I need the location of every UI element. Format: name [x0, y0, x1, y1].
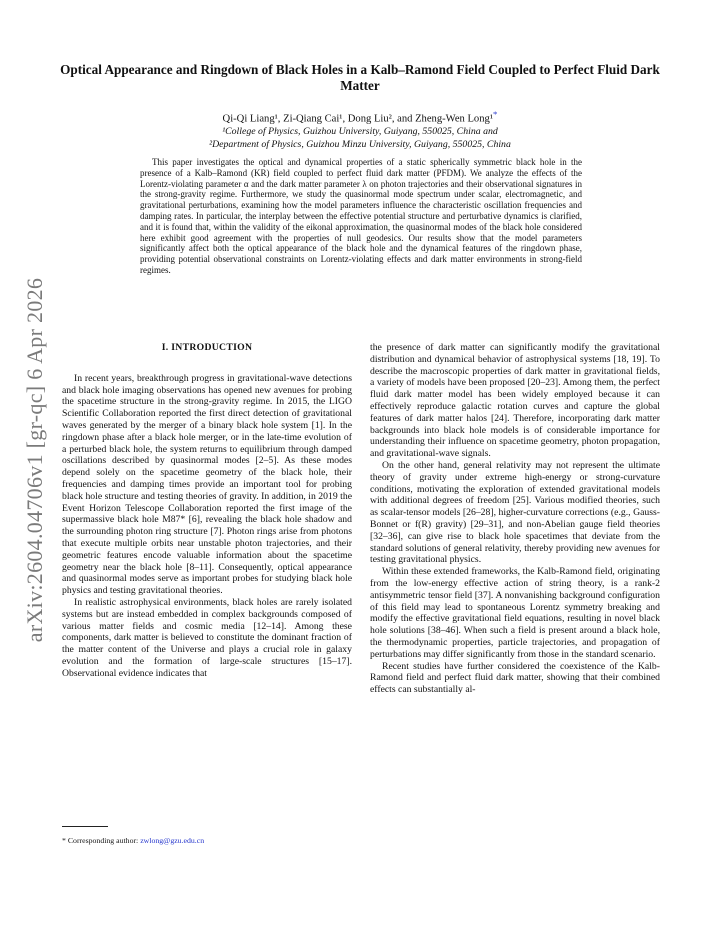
left-column [62, 342, 352, 680]
author-block [100, 108, 620, 151]
paragraph: Recent studies have further considered the coexistence of the Kalb-Ramond field and perfect fluid dark matter, showing that their combined effects can substantially al- [370, 660, 660, 696]
footnote [62, 836, 352, 845]
footnote-divider [62, 826, 108, 827]
email-link[interactable]: zwlong@gzu.edu.cn [140, 836, 205, 845]
right-column [370, 342, 660, 696]
section-heading: I. INTRODUCTION [161, 342, 253, 353]
abstract: This paper investigates the optical and dynamical properties of a static spherically symmetric black hole in the presence of a Kalb–Ramond (KR) field coupled to perfect fluid dark matter (PFDM). We analyze the effects of the Lorentz-violating parameter α and the dark matter parameter λ on photon trajectories and their observational signatures in the strong-gravity regime. Furthermore, we study the quasinormal mode spectrum under scalar, electromagnetic, and gravitational perturbations, examining how the model parameters influence the characteristic oscillation frequencies and damping rates. In particular, the interplay between the effective potential structure and perturbative dynamics is clarified, and it is found that, within the validity of the eikonal approximation, the quasinormal modes of the black hole considered here exhibit good agreement with the properties of null geodesics. Our results show that the model parameters significantly affect both the optical appearance of the black hole and the dynamical features of the ringdown phase, providing potential observational constraints on Lorentz-violating effects and dark matter environments in strong-field regimes. [140, 157, 582, 275]
paragraph: Within these extended frameworks, the Kalb-Ramond field, originating from the low-energy effective action of string theory, is a rank-2 antisymmetric tensor field [37]. A nonvanishing background configuration of this field may lead to spontaneous Lorentz symmetry breaking and modify the effective gravitational field equations, resulting in novel black hole solutions [38–46]. When such a field is present around a black hole, the thermodynamic properties, particle trajectories, and propagation of perturbations may differ significantly from those in the standard scenario. [370, 566, 660, 660]
paper-title: Optical Appearance and Ringdown of Black Holes in a Kalb–Ramond Field Coupled to Perfect Fluid Dark Matter [60, 62, 660, 93]
affiliation-1: ¹College of Physics, Guizhou University, Guiyang, 550025, China and [222, 126, 498, 138]
paragraph: On the other hand, general relativity may not represent the ultimate theory of gravity under extreme high-energy or strong-curvature conditions, motivating the exploration of extended gravitational models with additional degrees of freedom [25]. Various modified theories, such as scalar-tensor models [26–28], higher-curvature corrections (e.g., Gauss-Bonnet or f(R) gravity) [29–31], and non-Abelian gauge field theories [32–36], can give rise to black hole spacetimes that deviate from the standard solutions of general relativity, thereby providing new avenues for testing gravitational physics. [370, 459, 660, 566]
paragraph: the presence of dark matter can significantly modify the gravitational distribution and dynamical behavior of astrophysical systems [18, 19]. To describe the macroscopic properties of dark matter in gravitational fields, a variety of models have been proposed [20–23]. Among them, the perfect fluid dark matter model has been widely employed because it can effectively reproduce galactic rotation curves and capture the global features of dark matter halos [24]. Therefore, incorporating dark matter backgrounds into black hole models is of considerable importance for understanding their influence on spacetime geometry, photon propagation, and gravitational-wave signals. [370, 342, 660, 460]
author-list: Qi-Qi Liang¹, Zi-Qiang Cai¹, Dong Liu², and Zheng-Wen Long¹ [222, 113, 494, 125]
paragraph: In recent years, breakthrough progress in gravitational-wave detections and black hole imaging observations has opened new avenues for probing the spacetime structure in the strong-gravity regime. In 2015, the LIGO Scientific Collaboration reported the first direct detection of gravitational waves generated by the merger of a binary black hole system [1]. In the ringdown phase after a black hole merger, or in the late-time evolution of a perturbed black hole, the system returns to equilibrium through damped oscillations described by quasinormal modes [2–5]. As these modes depend solely on the spacetime geometry of the black hole, their frequencies and damping times provide an important tool for probing black hole structure and testing theories of gravity. In addition, in 2019 the Event Horizon Telescope Collaboration reported the first image of the supermassive black hole M87* [6], revealing the black hole shadow and the surrounding photon ring structure [7]. Photon rings arise from photons that execute multiple orbits near unstable photon trajectories, and their geometric features encode valuable information about the spacetime geometry near the black hole [8–11]. Consequently, optical appearance and quasinormal modes serve as important probes for studying black hole physics and testing gravitational theories. [62, 372, 352, 597]
affiliation-2: ²Department of Physics, Guizhou Minzu University, Guiyang, 550025, China [209, 138, 511, 150]
arxiv-identifier-text: arXiv:2604.04706v1 [gr-qc] 6 Apr 2026 [22, 277, 47, 643]
arxiv-identifier [10, 255, 60, 665]
paragraph: In realistic astrophysical environments, black holes are rarely isolated systems but are instead embedded in complex backgrounds composed of various matter fields and cosmic media [12–14]. Among these components, dark matter is believed to constitute the dominant fraction of the matter content of the Universe and plays a crucial role in galaxy evolution and the formation of large-scale structures [15–17]. Observational evidence indicates that [62, 596, 352, 679]
footnote-label: * Corresponding author: [62, 836, 141, 845]
corresponding-author-mark[interactable]: * [493, 109, 498, 119]
